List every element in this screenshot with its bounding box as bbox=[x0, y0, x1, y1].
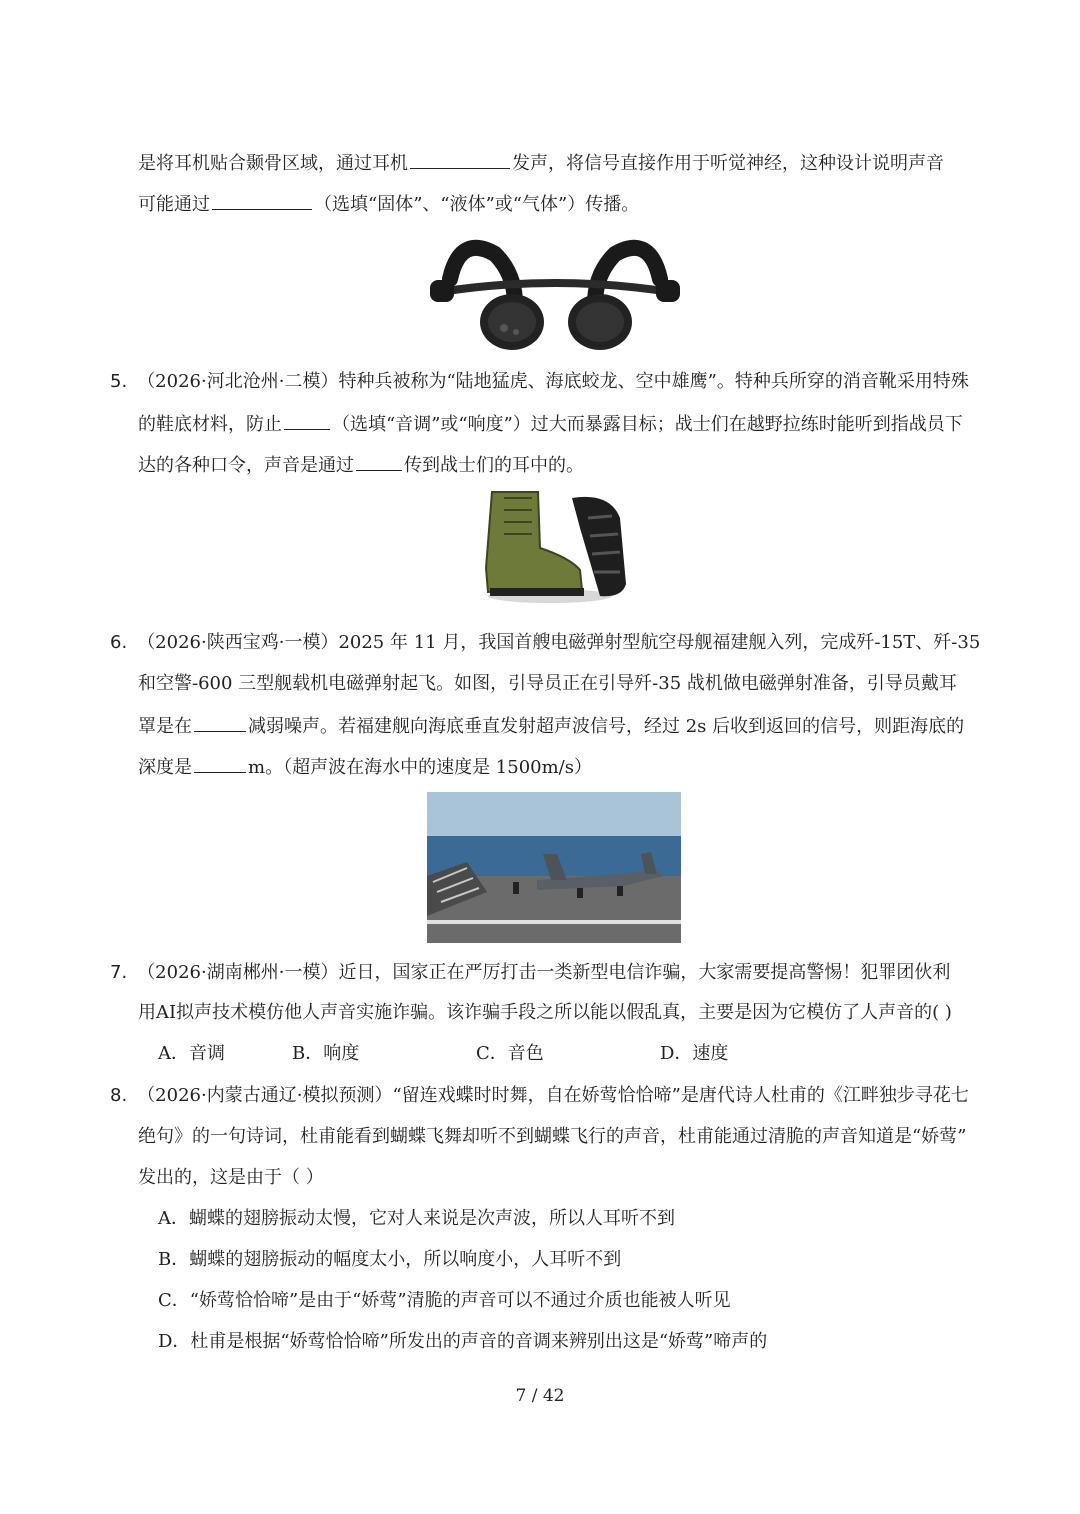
bone-conduction-headphones-icon bbox=[420, 234, 690, 354]
q6-text-2: 和空警-600 三型舰载机电磁弹射起飞。如图，引导员正在引导歼-35 战机做电磁弹射准备，引导员戴耳 bbox=[138, 673, 957, 694]
q5-text-3a: 达的各种口令，声音是通过 bbox=[138, 455, 354, 476]
q6-line-1 bbox=[110, 631, 980, 655]
q6-text-1: （2026·陕西宝鸡·一模）2025 年 11 月，我国首艘电磁弹射型航空母舰福建舰入列，完成歼-15T、歼-35 bbox=[137, 632, 981, 653]
q8-line-2 bbox=[138, 1125, 966, 1149]
q4-text-d: （选填“固体”、“液体”或“气体”）传播。 bbox=[314, 194, 640, 215]
q6-line-3 bbox=[138, 713, 964, 739]
question-number: 5. bbox=[110, 371, 128, 392]
answer-blank[interactable] bbox=[212, 191, 312, 210]
q8-text-3: 发出的，这是由于（ ） bbox=[138, 1167, 324, 1188]
q6-text-4a: 深度是 bbox=[138, 757, 192, 778]
q5-text-2a: 的鞋底材料，防止 bbox=[138, 414, 282, 435]
q5-line-2 bbox=[138, 411, 963, 437]
q8-option-b[interactable]: B．蝴蝶的翅膀振动的幅度太小，所以响度小，人耳听不到 bbox=[158, 1249, 622, 1270]
question-number: 8. bbox=[110, 1085, 128, 1106]
q6-text-4b: m。（超声波在海水中的速度是 1500m/s） bbox=[248, 757, 592, 778]
q8-line-1 bbox=[110, 1084, 969, 1108]
q5-text-1: （2026·河北沧州·二模）特种兵被称为“陆地猛虎、海底蛟龙、空中雄鹰”。特种兵所穿的消音靴采用特殊 bbox=[137, 371, 969, 392]
q6-line-4 bbox=[138, 754, 592, 780]
answer-blank[interactable] bbox=[284, 411, 330, 430]
q7-option-b[interactable]: B．响度 bbox=[292, 1043, 360, 1064]
q8-text-1: （2026·内蒙古通辽·模拟预测）“留连戏蝶时时舞，自在娇莺恰恰啼”是唐代诗人杜甫的《江畔独步寻花七 bbox=[137, 1085, 969, 1106]
aircraft-carrier-jet-icon bbox=[427, 792, 681, 943]
q4-text-a: 是将耳机贴合颞骨区域，通过耳机 bbox=[138, 153, 408, 174]
answer-blank[interactable] bbox=[194, 754, 246, 773]
q7-text-2: 用AI拟声技术模仿他人声音实施诈骗。该诈骗手段之所以能以假乱真，主要是因为它模仿了人声音的( ) bbox=[138, 1002, 952, 1023]
q8-option-a[interactable]: A．蝴蝶的翅膀振动太慢，它对人来说是次声波，所以人耳听不到 bbox=[158, 1208, 675, 1229]
q6-text-3b: 减弱噪声。若福建舰向海底垂直发射超声波信号，经过 2s 后收到返回的信号，则距海底的 bbox=[248, 716, 965, 737]
q4-line-1 bbox=[138, 150, 944, 176]
military-boots-icon bbox=[480, 488, 630, 606]
q7-option-c[interactable]: C．音色 bbox=[476, 1043, 544, 1064]
q7-option-a[interactable]: A．音调 bbox=[158, 1043, 225, 1064]
q4-line-2 bbox=[138, 191, 639, 217]
answer-blank[interactable] bbox=[410, 150, 510, 169]
answer-blank[interactable] bbox=[356, 452, 402, 471]
q8-option-c[interactable]: C．“娇莺恰恰啼”是由于“娇莺”清脆的声音可以不通过介质也能被人听见 bbox=[158, 1290, 731, 1311]
q6-line-2 bbox=[138, 672, 957, 696]
q5-line-1 bbox=[110, 370, 969, 394]
q5-line-3 bbox=[138, 452, 584, 478]
q8-text-2: 绝句》的一句诗词，杜甫能看到蝴蝶飞舞却听不到蝴蝶飞行的声音，杜甫能通过清脆的声音知道是“娇莺” bbox=[138, 1126, 967, 1147]
q7-line-2 bbox=[138, 1001, 952, 1025]
q4-text-c: 可能通过 bbox=[138, 194, 210, 215]
q5-text-2b: （选填“音调”或“响度”）过大而暴露目标；战士们在越野拉练时能听到指战员下 bbox=[332, 414, 963, 435]
question-number: 6. bbox=[110, 632, 128, 653]
question-number: 7. bbox=[110, 962, 128, 983]
q8-line-3 bbox=[138, 1166, 324, 1190]
page-number: 7 / 42 bbox=[515, 1386, 565, 1406]
q7-line-1 bbox=[110, 961, 950, 985]
q5-text-3b: 传到战士们的耳中的。 bbox=[404, 455, 584, 476]
q8-option-d[interactable]: D．杜甫是根据“娇莺恰恰啼”所发出的声音的音调来辨别出这是“娇莺”啼声的 bbox=[158, 1331, 768, 1352]
q7-text-1: （2026·湖南郴州·一模）近日，国家正在严厉打击一类新型电信诈骗，大家需要提高警惕！犯罪团伙利 bbox=[137, 962, 951, 983]
q6-text-3a: 罩是在 bbox=[138, 716, 192, 737]
answer-blank[interactable] bbox=[194, 713, 246, 732]
q7-option-d[interactable]: D．速度 bbox=[660, 1043, 729, 1064]
q4-text-b: 发声，将信号直接作用于听觉神经，这种设计说明声音 bbox=[512, 153, 944, 174]
